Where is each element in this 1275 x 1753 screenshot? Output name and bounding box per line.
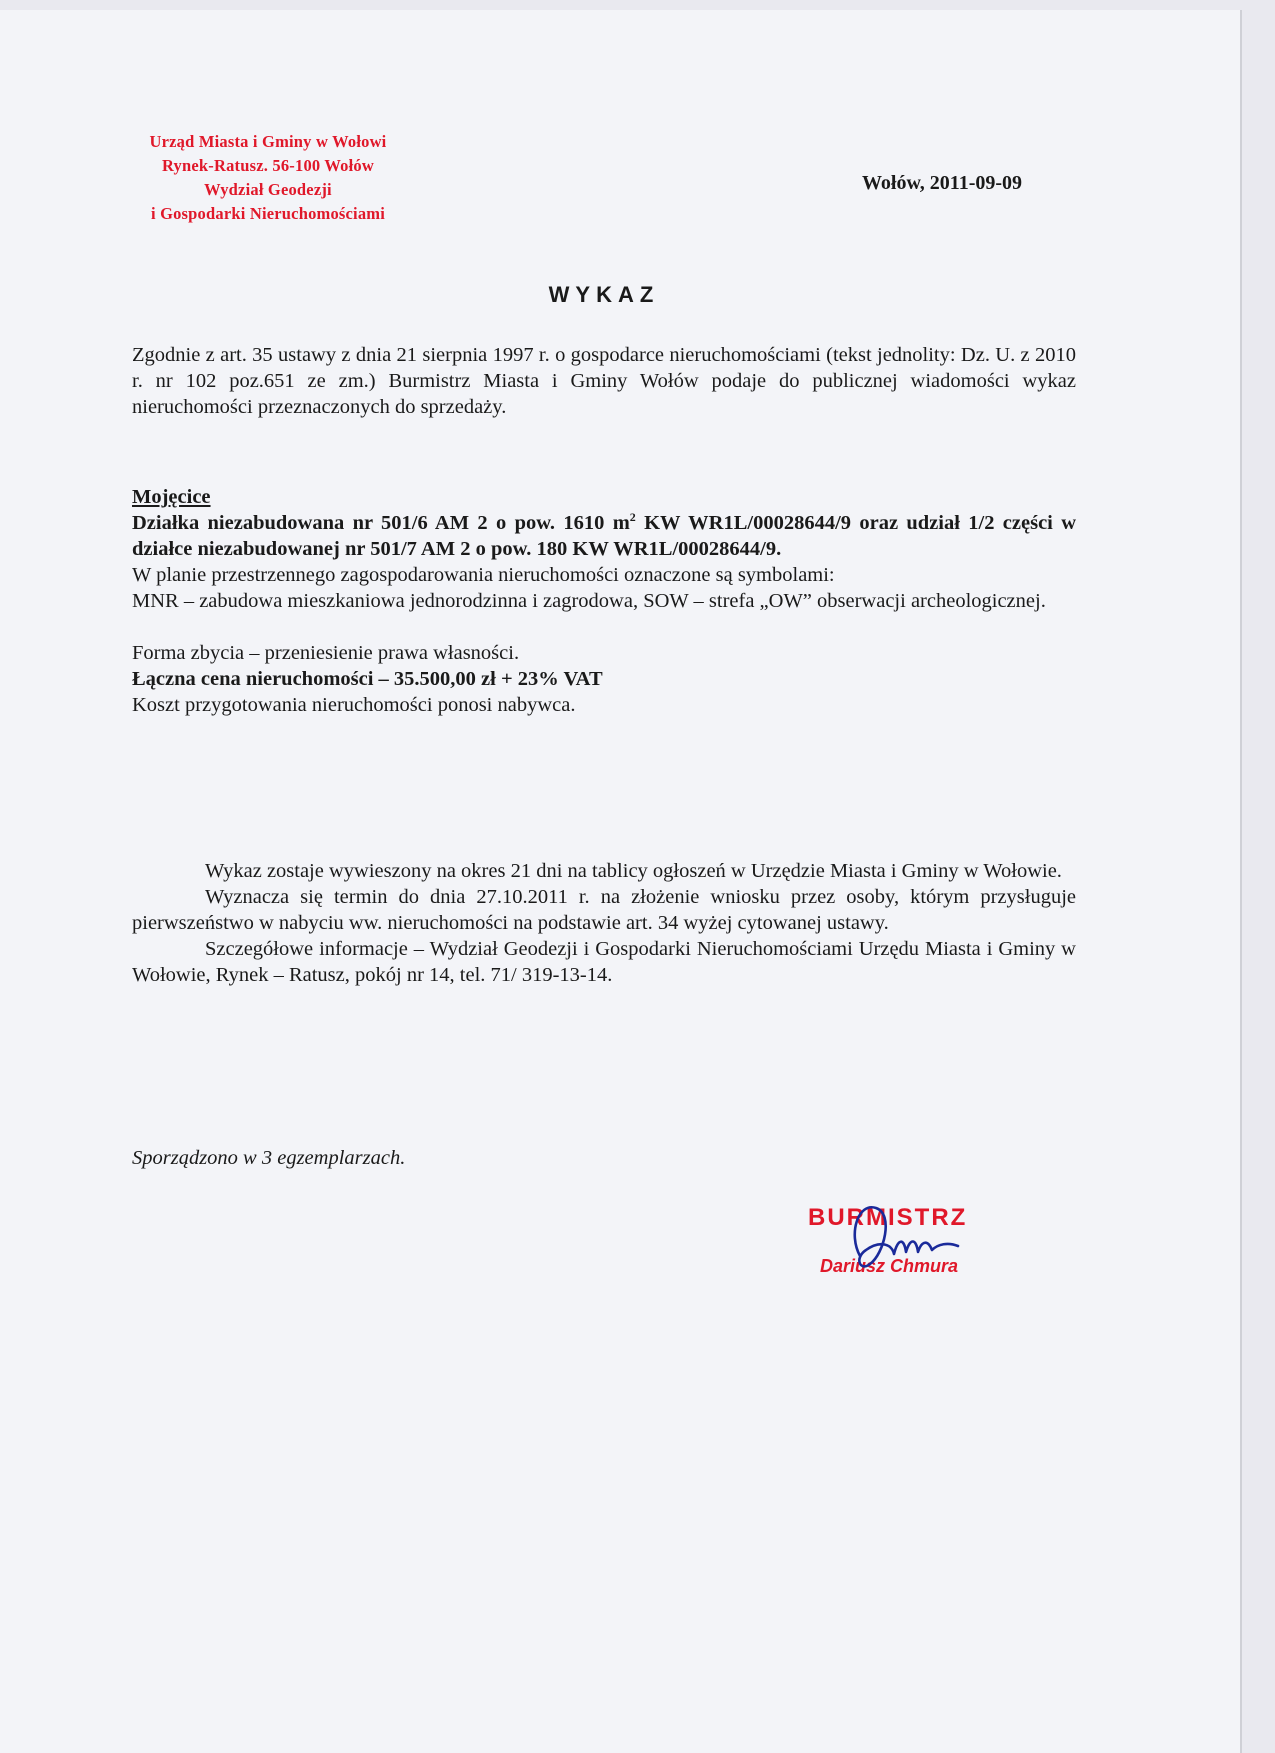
copies-note: Sporządzono w 3 egzemplarzach. <box>132 1147 406 1169</box>
deadline-paragraph: Wyznacza się termin do dnia 27.10.2011 r. na złożenie wniosku przez osoby, którym przysługuje pierwszeństwo w nabyciu ww. nieruchomości na podstawie art. 34 wyżej cytowanej ustawy. <box>132 886 1076 934</box>
document-page <box>0 10 1240 1753</box>
handwritten-signature <box>808 1194 1048 1304</box>
mayor-title: BURMISTRZ <box>808 1204 968 1231</box>
zoning-symbols: MNR – zabudowa mieszkaniowa jednorodzinna i zagrodowa, SOW – strefa „OW” obserwacji archeologicznej. <box>132 590 1046 612</box>
property-description-part-b: KW WR1L/00028644/9 oraz udział 1/2 części w działce niezabudowanej nr 501/7 AM 2 o pow. 180 KW WR1L/00028644/9. <box>132 512 1076 560</box>
office-header-stamp <box>118 130 418 226</box>
intro-paragraph: Zgodnie z art. 35 ustawy z dnia 21 sierpnia 1997 r. o gospodarce nieruchomościami (tekst jednolity: Dz. U. z 2010 r. nr 102 poz.651 ze zm.) Burmistrz Miasta i Gminy Wołów podaje do publicznej wiadomości wykaz nieruchomości przeznaczonych do sprzedaży. <box>132 344 1076 418</box>
stamp-line-address: Rynek-Ratusz. 56-100 Wołów <box>162 156 374 175</box>
property-description-part-a: Działka niezabudowana nr 501/6 AM 2 o pow. 1610 m <box>132 512 630 534</box>
stamp-line-office: Urząd Miasta i Gminy w Wołowi <box>149 132 387 151</box>
property-description <box>132 510 1076 562</box>
total-price: Łączna cena nieruchomości – 35.500,00 zł + 23% VAT <box>132 668 603 690</box>
stamp-line-department: Wydział Geodezji <box>204 180 332 199</box>
posting-period-paragraph: Wykaz zostaje wywieszony na okres 21 dni na tablicy ogłoszeń w Urzędzie Miasta i Gminy w Wołowie. <box>205 860 1062 882</box>
property-section <box>132 484 1076 718</box>
document-title: WYKAZ <box>548 282 660 307</box>
sale-form: Forma zbycia – przeniesienie prawa własności. <box>132 642 520 664</box>
zoning-plan-line: W planie przestrzennego zagospodarowania nieruchomości oznaczone są symbolami: <box>132 564 835 586</box>
preparation-cost: Koszt przygotowania nieruchomości ponosi nabywca. <box>132 694 576 716</box>
property-location: Mojęcice <box>132 486 211 508</box>
document-date: Wołów, 2011-09-09 <box>862 172 1023 194</box>
mayor-signature-stamp <box>808 1194 1048 1304</box>
information-section <box>132 858 1076 988</box>
area-unit-superscript: 2 <box>629 510 636 525</box>
stamp-line-department-2: i Gospodarki Nieruchomościami <box>150 204 386 223</box>
mayor-name: Dariusz Chmura <box>820 1256 959 1276</box>
contact-paragraph: Szczegółowe informacje – Wydział Geodezji i Gospodarki Nieruchomościami Urzędu Miasta i Gminy w Wołowie, Rynek – Ratusz, pokój nr 14, tel. 71/ 319-13-14. <box>132 938 1076 986</box>
